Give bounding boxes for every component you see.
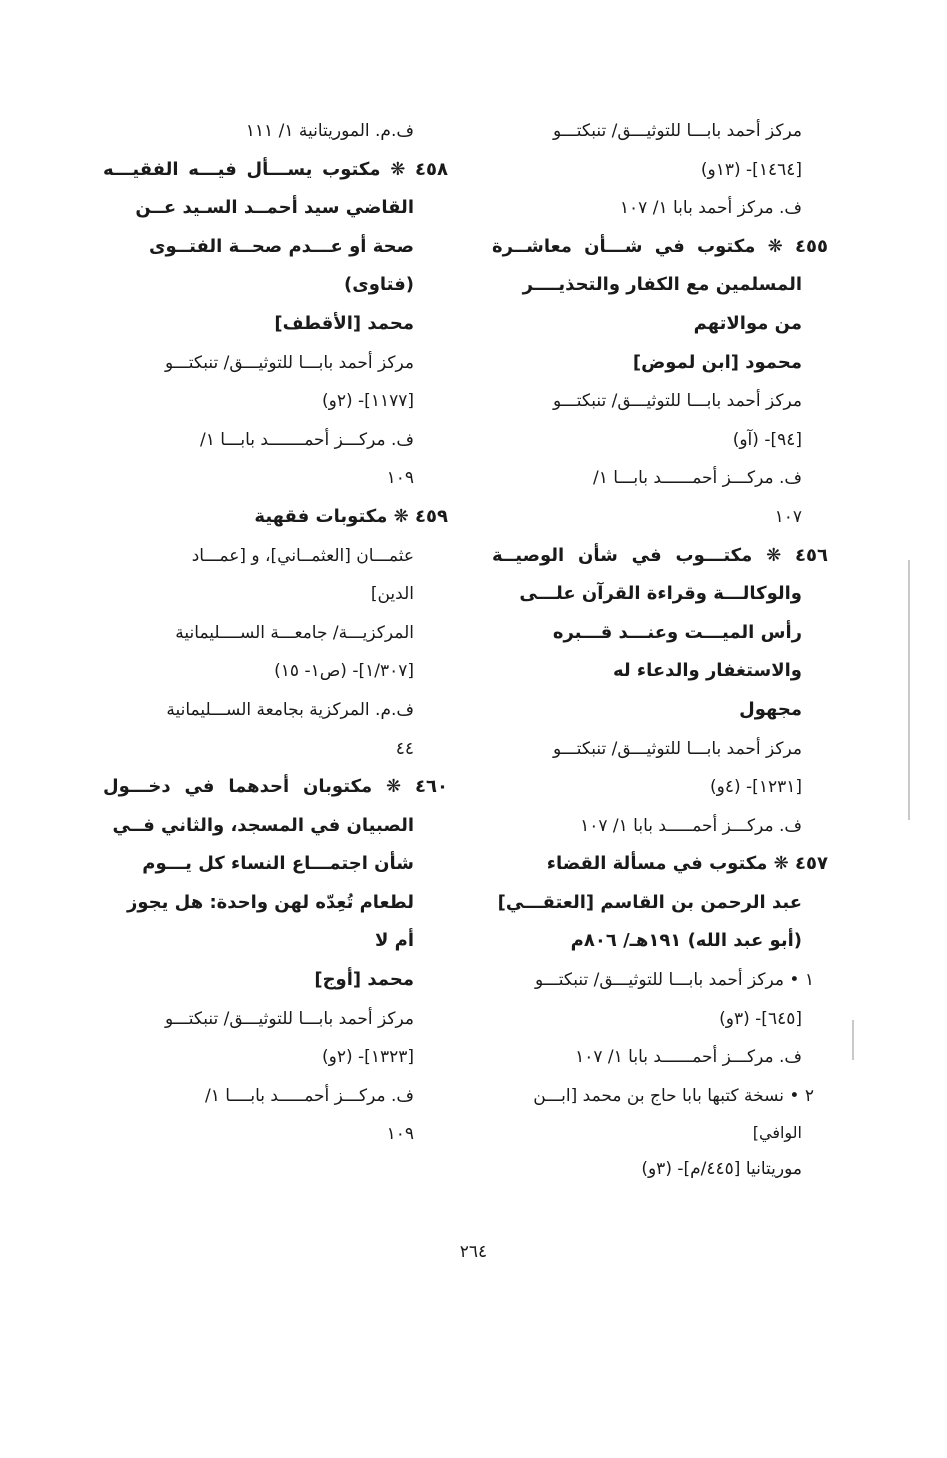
text-line: [١٤٦٤]- (١٣و): [700, 159, 802, 180]
text-line: عثمـــان [العثمــاني]، و [عمـــاد: [191, 545, 414, 566]
text-line: ف. مركـــز أحمـــــــد بابـــا ١/: [199, 429, 414, 450]
text-line: [٦٤٥]- (٣و): [719, 1008, 802, 1029]
scan-edge-mark: [908, 560, 910, 820]
text-line: ٢ • نسخة كتبها بابا حاج بن محمد [ابـــن: [533, 1085, 814, 1106]
text-line: من موالاتهم: [693, 312, 802, 334]
text-line: ف.م. الموريتانية ١/ ١١١: [245, 121, 414, 141]
text-line: أم لا: [374, 930, 414, 952]
text-line: ف. مركـــز أحمــــــد بابا ١/ ١٠٧: [575, 1047, 802, 1068]
text-line: [٩٤]- (آو): [732, 429, 802, 450]
text-line: [١١٧٧]- (٢و): [322, 391, 414, 412]
right-column: [492, 112, 828, 1189]
text-line: شأن اجتمـــاع النساء كل يـــوم: [142, 853, 414, 875]
text-line: (أبو عبد الله) ١٩١هـ/ ٨٠٦م: [570, 930, 802, 952]
text-line: محمود [ابن لموض]: [632, 351, 802, 373]
text-line: مجهول: [739, 698, 802, 720]
text-line: [١٢٣١]- (٤و): [710, 777, 802, 798]
text-line: ١ • مركز أحمد بابـــا للتوثيـــق/ تنبكتـــو: [535, 970, 814, 991]
text-line: ٤٥٧ ❋ مكتوب في مسألة القضاء: [546, 853, 828, 875]
text-line: الصبيان في المسجد، والثاني فــي: [112, 814, 414, 836]
text-line: ف. مركـــز أحمــــــد بابـــا ١/: [592, 468, 802, 489]
text-line: محمد [أوج]: [314, 969, 414, 991]
text-line: الوافي]: [752, 1123, 802, 1143]
text-line: ٤٦٠ ❋ مكتوبان أحدهما في دخـــول: [103, 776, 448, 798]
text-line: ١٠٩: [386, 1124, 414, 1145]
text-line: [١/٣٠٧]- (ص١- ١٥): [274, 661, 414, 682]
text-line: موريتانيا [٤٤٥/م]- (٣و): [641, 1159, 802, 1180]
text-line: ف. مركز أحمد بابا ١/ ١٠٧: [619, 198, 802, 219]
text-line: مركز أحمد بابـــا للتوثيـــق/ تنبكتـــو: [165, 1008, 414, 1029]
text-line: (فتاوى): [343, 274, 414, 296]
text-line: ٤٥٥ ❋ مكتوب في شـــأن معاشــرة: [492, 235, 828, 257]
text-line: الدين]: [370, 584, 414, 605]
text-line: رأس الميـــت وعنـــد قـــبره: [552, 621, 802, 643]
text-line: [١٣٢٣]- (٢و): [322, 1047, 414, 1068]
text-line: مركز أحمد بابـــا للتوثيـــق/ تنبكتـــو: [553, 391, 802, 412]
text-line: ١٠٩: [386, 468, 414, 489]
text-line: المركزيـــة/ جامعـــة الســــليمانية: [175, 622, 414, 643]
text-line: ٤٥٩ ❋ مكتوبات فقهية: [254, 505, 448, 527]
text-line: مركز أحمد بابـــا للتوثيـــق/ تنبكتـــو: [553, 738, 802, 759]
scan-edge-mark: [852, 1020, 854, 1060]
text-line: محمد [الأقطف]: [274, 312, 414, 334]
text-line: مركز أحمد بابـــا للتوثيـــق/ تنبكتـــو: [165, 352, 414, 373]
text-line: عبد الرحمن بن القاسم [العتقـــي]: [497, 891, 802, 913]
text-line: ف. مركـــز أحمـــــد بابــــا ١/: [204, 1085, 414, 1106]
text-line: ٤٥٦ ❋ مكتـــوب في شأن الوصيــة: [492, 544, 828, 566]
text-line: صحة أو عـــدم صحــة الفتــوى: [149, 235, 414, 257]
text-line: ف.م. المركزية بجامعة الســـليمانية: [166, 699, 414, 720]
page-number: ٢٦٤: [459, 1242, 488, 1262]
left-column: [103, 112, 448, 1154]
text-line: ٤٥٨ ❋ مكتوب يســـأل فيـــه الفقيـــه: [103, 158, 448, 180]
text-line: والاستغفار والدعاء له: [612, 660, 802, 682]
text-line: ١٠٧: [774, 506, 802, 527]
text-line: ف. مركـــز أحمـــــد بابا ١/ ١٠٧: [580, 815, 802, 836]
text-line: المسلمين مع الكفار والتحذيــــر: [522, 274, 802, 296]
text-line: ٤٤: [395, 738, 414, 759]
text-line: والوكالـــة وقراءة القرآن علـــى: [519, 583, 802, 605]
text-line: مركز أحمد بابـــا للتوثيـــق/ تنبكتـــو: [553, 121, 802, 141]
text-line: لطعام تُعِدّه لهن واحدة: هل يجوز: [127, 891, 414, 913]
text-line: القاضي سيد أحمــد السـيد عــن: [135, 197, 414, 219]
